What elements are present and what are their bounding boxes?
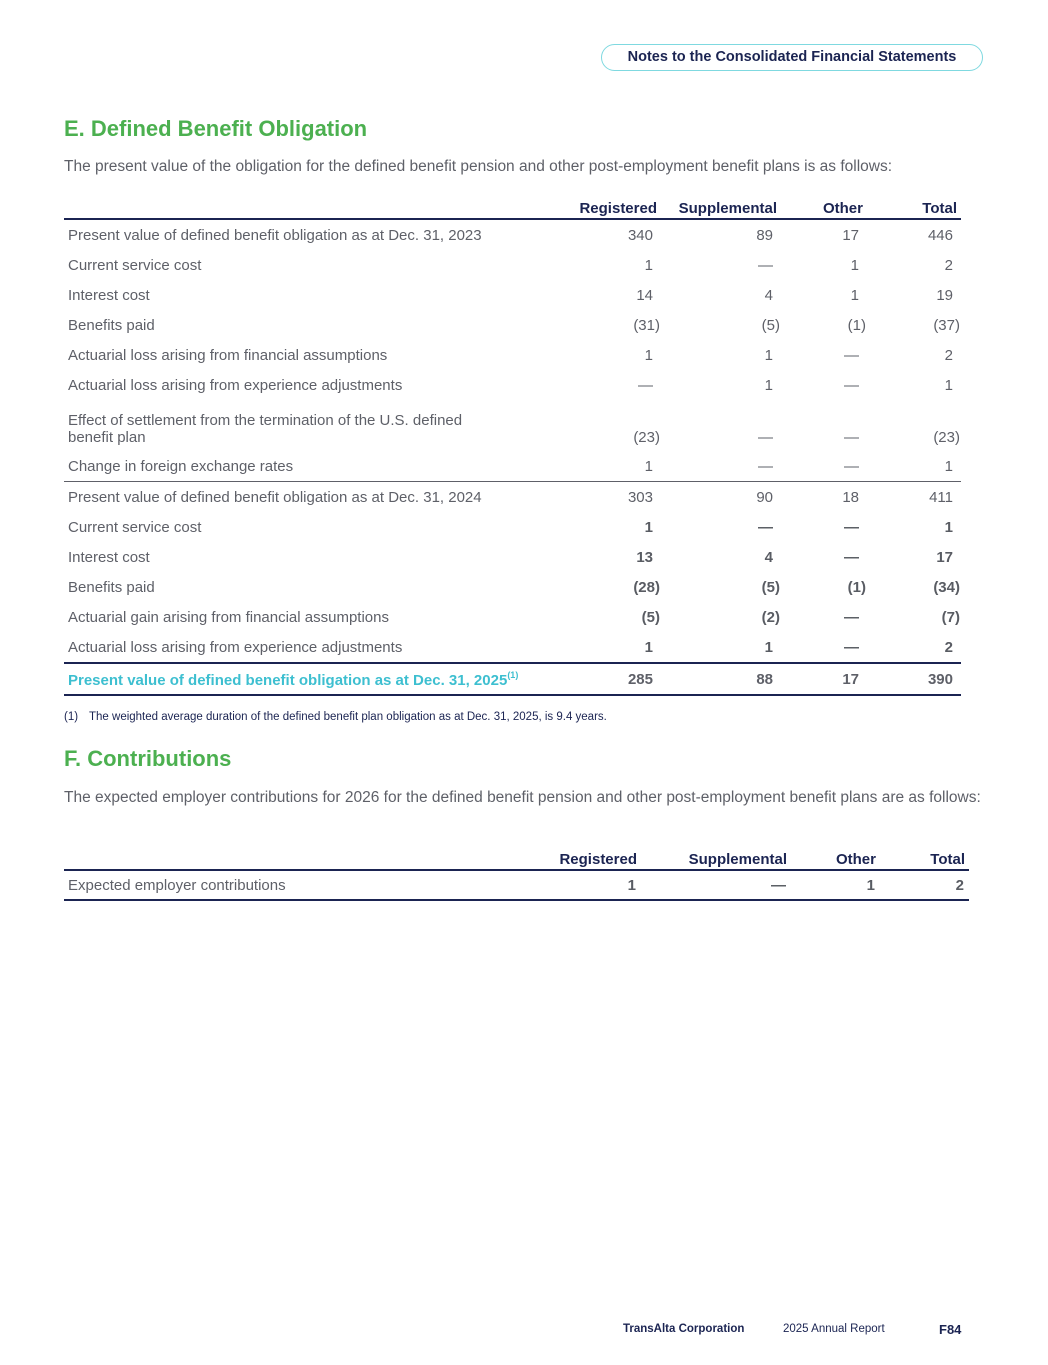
table-row xyxy=(64,602,961,632)
cell-registered: 285 xyxy=(550,663,661,695)
cell-supplemental: 1 xyxy=(764,346,773,364)
cell-total: 390 xyxy=(867,663,961,695)
cell-total: 17 xyxy=(936,548,953,566)
table-row xyxy=(64,400,961,451)
cell-total: (7) xyxy=(941,608,960,626)
table-row xyxy=(64,870,969,900)
cell-supplemental: 89 xyxy=(756,226,773,244)
row-label: Interest cost xyxy=(68,548,150,566)
row-label: Present value of defined benefit obligation as at Dec. 31, 2023 xyxy=(68,226,482,244)
cell-other: 18 xyxy=(781,482,867,513)
table-row xyxy=(64,250,961,280)
cell-other: 17 xyxy=(842,226,859,244)
cell-supplemental: 4 xyxy=(764,286,773,304)
table-row xyxy=(64,512,961,542)
cell-supplemental: 1 xyxy=(764,638,773,656)
cell-other: (1) xyxy=(847,578,866,596)
cell-other: — xyxy=(844,518,859,536)
row-label: Change in foreign exchange rates xyxy=(68,457,294,475)
cell-other: (1) xyxy=(847,316,866,334)
cell-total: (23) xyxy=(933,429,960,446)
row-label: Actuarial loss arising from experience adjustments xyxy=(68,376,403,394)
section-f-heading: F. Contributions xyxy=(64,746,232,771)
table-row xyxy=(64,310,961,340)
table-row xyxy=(64,572,961,602)
column-header: Registered xyxy=(579,200,657,217)
table-header-row xyxy=(64,843,969,870)
table-header-row xyxy=(64,192,961,219)
cell-supplemental: — xyxy=(758,457,773,475)
column-header: Total xyxy=(930,851,965,868)
section-e-intro: The present value of the obligation for the defined benefit pension and other post-employment benefit plans is as follows: xyxy=(64,158,893,175)
row-label: Benefits paid xyxy=(68,578,155,596)
cell-total: (34) xyxy=(933,578,960,596)
table-row xyxy=(64,542,961,572)
row-label: Actuarial loss arising from financial assumptions xyxy=(68,346,388,364)
row-label: Effect of settlement from the termination of the U.S. defined benefit plan xyxy=(68,412,463,446)
footnote-reference: (1) xyxy=(507,669,519,680)
cell-other: — xyxy=(844,429,859,446)
column-header: Supplemental xyxy=(688,851,787,868)
cell-registered: 1 xyxy=(644,638,653,656)
cell-registered: (5) xyxy=(641,608,660,626)
cell-registered: 13 xyxy=(636,548,653,566)
cell-total: (37) xyxy=(933,316,960,334)
row-label: Expected employer contributions xyxy=(68,876,286,894)
row-label: Present value of defined benefit obligation as at Dec. 31, 2024 xyxy=(64,482,550,513)
cell-total: 2 xyxy=(944,346,953,364)
section-f-intro: The expected employer contributions for 2026 for the defined benefit pension and other post-employment benefit plans are as follows: xyxy=(64,789,981,806)
cell-supplemental: — xyxy=(771,876,786,894)
cell-supplemental: — xyxy=(758,256,773,274)
cell-supplemental: 1 xyxy=(764,376,773,394)
table-row xyxy=(64,370,961,400)
cell-total: 446 xyxy=(927,226,953,244)
table-row xyxy=(64,451,961,482)
row-label: Current service cost xyxy=(68,518,202,536)
footnote-mark: (1) xyxy=(64,711,79,723)
cell-registered: (28) xyxy=(633,578,660,596)
row-label: Actuarial loss arising from experience adjustments xyxy=(68,638,403,656)
column-header: Other xyxy=(835,851,876,868)
cell-total: 1 xyxy=(944,457,953,475)
cell-total: 2 xyxy=(944,256,953,274)
cell-other: — xyxy=(844,548,859,566)
cell-total: 2 xyxy=(944,638,953,656)
row-label: Benefits paid xyxy=(68,316,155,334)
cell-supplemental: (5) xyxy=(761,578,780,596)
cell-total: 1 xyxy=(944,376,953,394)
cell-other: — xyxy=(844,638,859,656)
column-header: Total xyxy=(922,200,957,217)
cell-other: — xyxy=(844,376,859,394)
cell-other: 1 xyxy=(850,286,859,304)
cell-supplemental: — xyxy=(758,518,773,536)
cell-registered: 1 xyxy=(644,518,653,536)
total-label-text: Present value of defined benefit obligation as at Dec. 31, 2025 xyxy=(68,671,508,689)
total-row-label xyxy=(64,663,550,695)
table-row xyxy=(64,632,961,663)
cell-registered: 303 xyxy=(550,482,661,513)
column-header: Supplemental xyxy=(678,200,777,217)
cell-registered: 1 xyxy=(644,256,653,274)
cell-registered: (31) xyxy=(633,316,660,334)
cell-supplemental: 90 xyxy=(661,482,781,513)
cell-registered: 340 xyxy=(627,226,653,244)
row-label: Actuarial gain arising from financial assumptions xyxy=(68,608,389,626)
column-header: Other xyxy=(822,200,863,217)
cell-total: 1 xyxy=(944,518,953,536)
row-label: Current service cost xyxy=(68,256,202,274)
cell-total: 19 xyxy=(936,286,953,304)
table-row xyxy=(64,219,961,250)
cell-registered: 1 xyxy=(644,346,653,364)
section-e-heading: E. Defined Benefit Obligation xyxy=(64,116,368,141)
table-row xyxy=(64,340,961,370)
table-row xyxy=(64,482,961,513)
section-title-badge: Notes to the Consolidated Financial Statements xyxy=(601,44,983,71)
table-row xyxy=(64,280,961,310)
column-header: Registered xyxy=(559,851,637,868)
cell-other: — xyxy=(844,457,859,475)
defined-benefit-obligation-table xyxy=(64,192,961,696)
cell-registered: 1 xyxy=(627,876,636,894)
row-label: Interest cost xyxy=(68,286,150,304)
contributions-table xyxy=(64,843,969,901)
footnote xyxy=(64,711,607,723)
cell-other: — xyxy=(844,346,859,364)
page-number: F84 xyxy=(939,1322,962,1337)
total-row xyxy=(64,663,961,695)
cell-registered: 14 xyxy=(636,286,653,304)
cell-total: 411 xyxy=(867,482,961,513)
cell-supplemental: — xyxy=(758,429,773,446)
footnote-text: The weighted average duration of the defined benefit plan obligation as at Dec. 31, 2025, is 9.4 years. xyxy=(89,711,607,723)
cell-total: 2 xyxy=(955,876,964,894)
footer-company: TransAlta Corporation xyxy=(623,1323,745,1335)
cell-supplemental: 88 xyxy=(661,663,781,695)
cell-registered: (23) xyxy=(633,429,660,446)
cell-supplemental: (5) xyxy=(761,316,780,334)
cell-other: 17 xyxy=(781,663,867,695)
cell-other: 1 xyxy=(866,876,875,894)
cell-other: 1 xyxy=(850,256,859,274)
cell-registered: 1 xyxy=(644,457,653,475)
cell-other: — xyxy=(844,608,859,626)
cell-registered: — xyxy=(638,376,653,394)
cell-supplemental: 4 xyxy=(764,548,773,566)
cell-supplemental: (2) xyxy=(761,608,780,626)
footer-report-title: 2025 Annual Report xyxy=(783,1323,885,1335)
